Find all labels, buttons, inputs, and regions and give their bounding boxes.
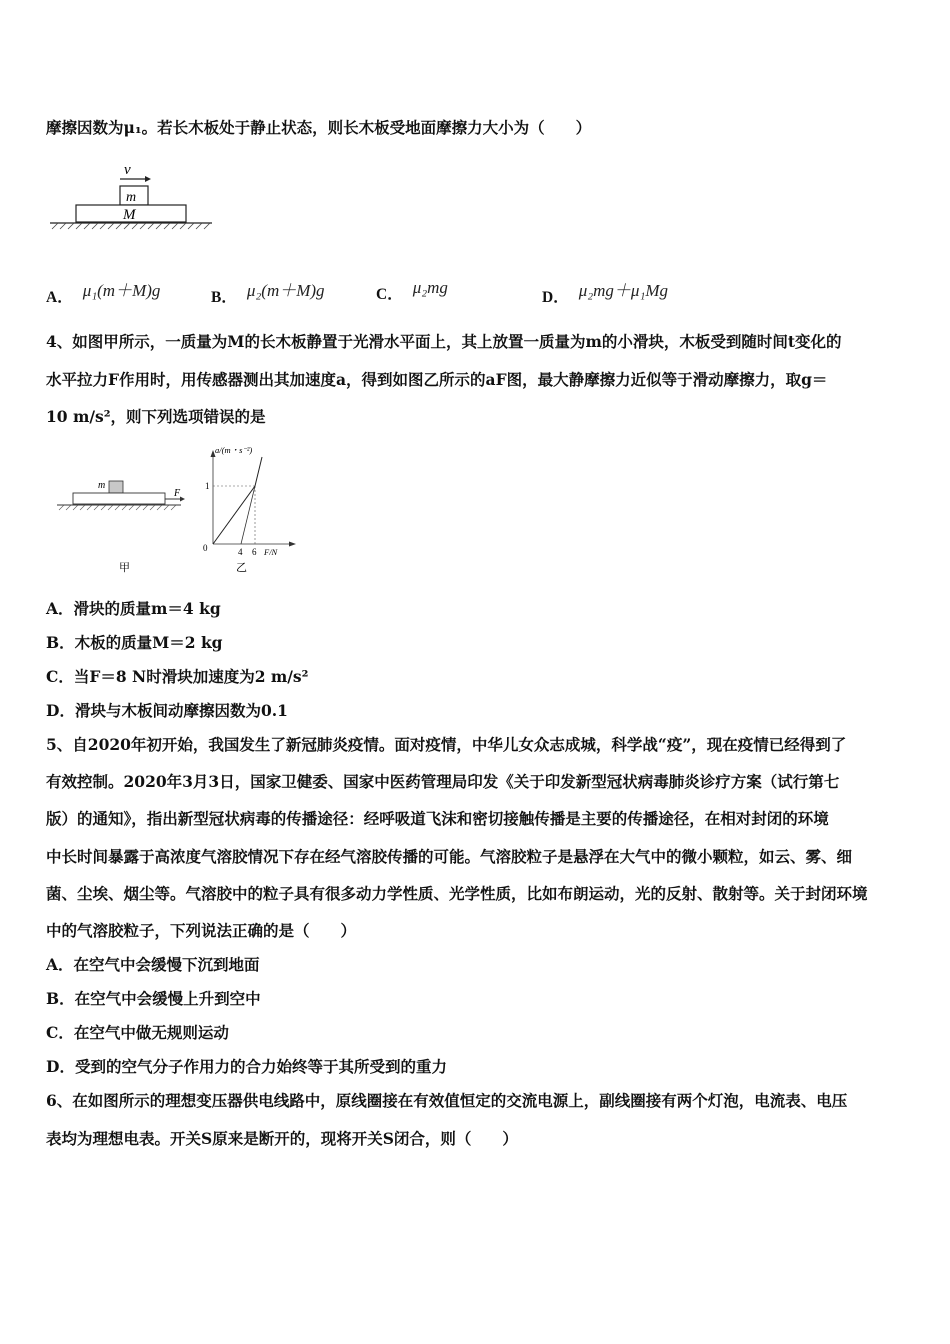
q3-option-c[interactable]: [376, 278, 448, 304]
q4-jia-caption: 甲: [119, 562, 130, 574]
arrow-head-icon: [180, 497, 185, 502]
q6-stem-line-1: 6、在如图所示的理想变压器供电线路中，原线圈接在有效值恒定的交流电源上，副线圈接有两个灯泡，电流表、电压: [46, 1091, 848, 1110]
q3-m-label: m: [126, 190, 137, 205]
q4-chart-series-2: [255, 457, 262, 486]
q3-option-b-expr: μ₂(m＋M)g: [246, 281, 325, 300]
q4-stem-line-3: 10 m/s²，则下列选项错误的是: [46, 407, 266, 426]
q4-jia-board: [73, 493, 165, 504]
q3-option-d[interactable]: [542, 282, 668, 307]
q4-option-c[interactable]: C．当F＝8 N时滑块加速度为2 m/s²: [46, 667, 309, 686]
q3-M-label: M: [123, 207, 136, 223]
q4-chart-line-from-4: [241, 486, 255, 544]
q3-block-figure: [50, 158, 220, 236]
q3-ground-hatch: [52, 223, 210, 229]
q4-stem-line-1: 4、如图甲所示，一质量为M的长木板静置于光滑水平面上，其上放置一质量为m的小滑块，木板受到随时间t变化的: [46, 332, 842, 351]
q5-option-a[interactable]: A．在空气中会缓慢下沉到地面: [46, 955, 260, 974]
q3-option-d-expr: μ₂mg＋μ₁Mg: [578, 281, 669, 300]
q4-option-d[interactable]: D．滑块与木板间动摩擦因数为0.1: [46, 701, 288, 720]
q4-chart-x-label: F/N: [264, 547, 278, 557]
q3-option-b[interactable]: [211, 282, 325, 307]
q4-figure-jia: [55, 470, 195, 574]
q4-chart-series-1: [213, 486, 255, 544]
q4-jia-small-block: [109, 481, 123, 493]
q4-af-chart: [200, 440, 310, 576]
q3-stem-tail: 摩擦因数为μ₁。若长木板处于静止状态，则长木板受地面摩擦力大小为（ ）: [46, 118, 592, 137]
q4-jia-diagram: [55, 470, 195, 574]
q3-option-c-expr: μ₂mg: [412, 278, 448, 297]
q3-block-diagram: [50, 158, 220, 236]
q4-chart-origin: 0: [203, 543, 208, 553]
q5-stem-line-6: 中的气溶胶粒子，下列说法正确的是（ ）: [46, 921, 357, 940]
q5-option-c[interactable]: C．在空气中做无规则运动: [46, 1023, 229, 1042]
q5-stem-line-5: 菌、尘埃、烟尘等。气溶胶中的粒子具有很多动力学性质、光学性质，比如布朗运动，光的反射、散射等。关于封闭环境: [46, 884, 868, 903]
arrow-head-icon: [289, 542, 296, 547]
q3-option-d-label: D．: [542, 289, 569, 306]
q5-stem-line-2: 有效控制。2020年3月3日，国家卫健委、国家中医药管理局印发《关于印发新型冠状病毒肺炎诊疗方案（试行第七: [46, 772, 840, 791]
q4-jia-m-label: m: [98, 480, 106, 491]
q3-option-a[interactable]: [46, 282, 160, 307]
arrow-head-icon: [145, 176, 151, 182]
q4-chart-y-label: a/(m・s⁻²): [215, 445, 253, 455]
q4-jia-ground-hatch: [59, 505, 176, 510]
q5-stem-line-4: 中长时间暴露于高浓度气溶胶情况下存在经气溶胶传播的可能。气溶胶粒子是悬浮在大气中的微小颗粒，如云、雾、细: [46, 847, 853, 866]
q5-option-d[interactable]: D．受到的空气分子作用力的合力始终等于其所受到的重力: [46, 1057, 447, 1076]
q4-stem-line-2: 水平拉力F作用时，用传感器测出其加速度a，得到如图乙所示的aF图，最大静摩擦力近似等于滑动摩擦力，取g＝: [46, 370, 828, 389]
q4-option-b[interactable]: B．木板的质量M＝2 kg: [46, 633, 223, 652]
q4-figure-yi: [200, 440, 310, 576]
q3-option-a-expr: μ₁(m＋M)g: [82, 281, 161, 300]
q5-stem-line-1: 5、自2020年初开始，我国发生了新冠肺炎疫情。面对疫情，中华儿女众志成城，科学战“疫”，现在疫情已经得到了: [46, 735, 847, 754]
q4-option-a[interactable]: A．滑块的质量m＝4 kg: [46, 599, 221, 618]
q4-chart-y-tick: 1: [205, 481, 210, 491]
q3-v-label: v: [124, 162, 131, 178]
q4-chart-x-tick-6: 6: [252, 547, 257, 557]
q4-yi-caption: 乙: [236, 562, 247, 574]
q3-options: [46, 270, 906, 306]
q3-option-b-label: B．: [211, 289, 237, 306]
q4-jia-F-label: F: [174, 488, 181, 499]
q5-stem-line-3: 版）的通知》，指出新型冠状病毒的传播途径：经呼吸道飞沫和密切接触传播是主要的传播途径，在相对封闭的环境: [46, 809, 829, 828]
q4-chart-x-tick-4: 4: [238, 547, 243, 557]
q3-option-a-label: A．: [46, 289, 73, 306]
q5-option-b[interactable]: B．在空气中会缓慢上升到空中: [46, 989, 261, 1008]
q3-option-c-label: C．: [376, 286, 403, 303]
q6-stem-line-2: 表均为理想电表。开关S原来是断开的，现将开关S闭合，则（ ）: [46, 1129, 518, 1148]
